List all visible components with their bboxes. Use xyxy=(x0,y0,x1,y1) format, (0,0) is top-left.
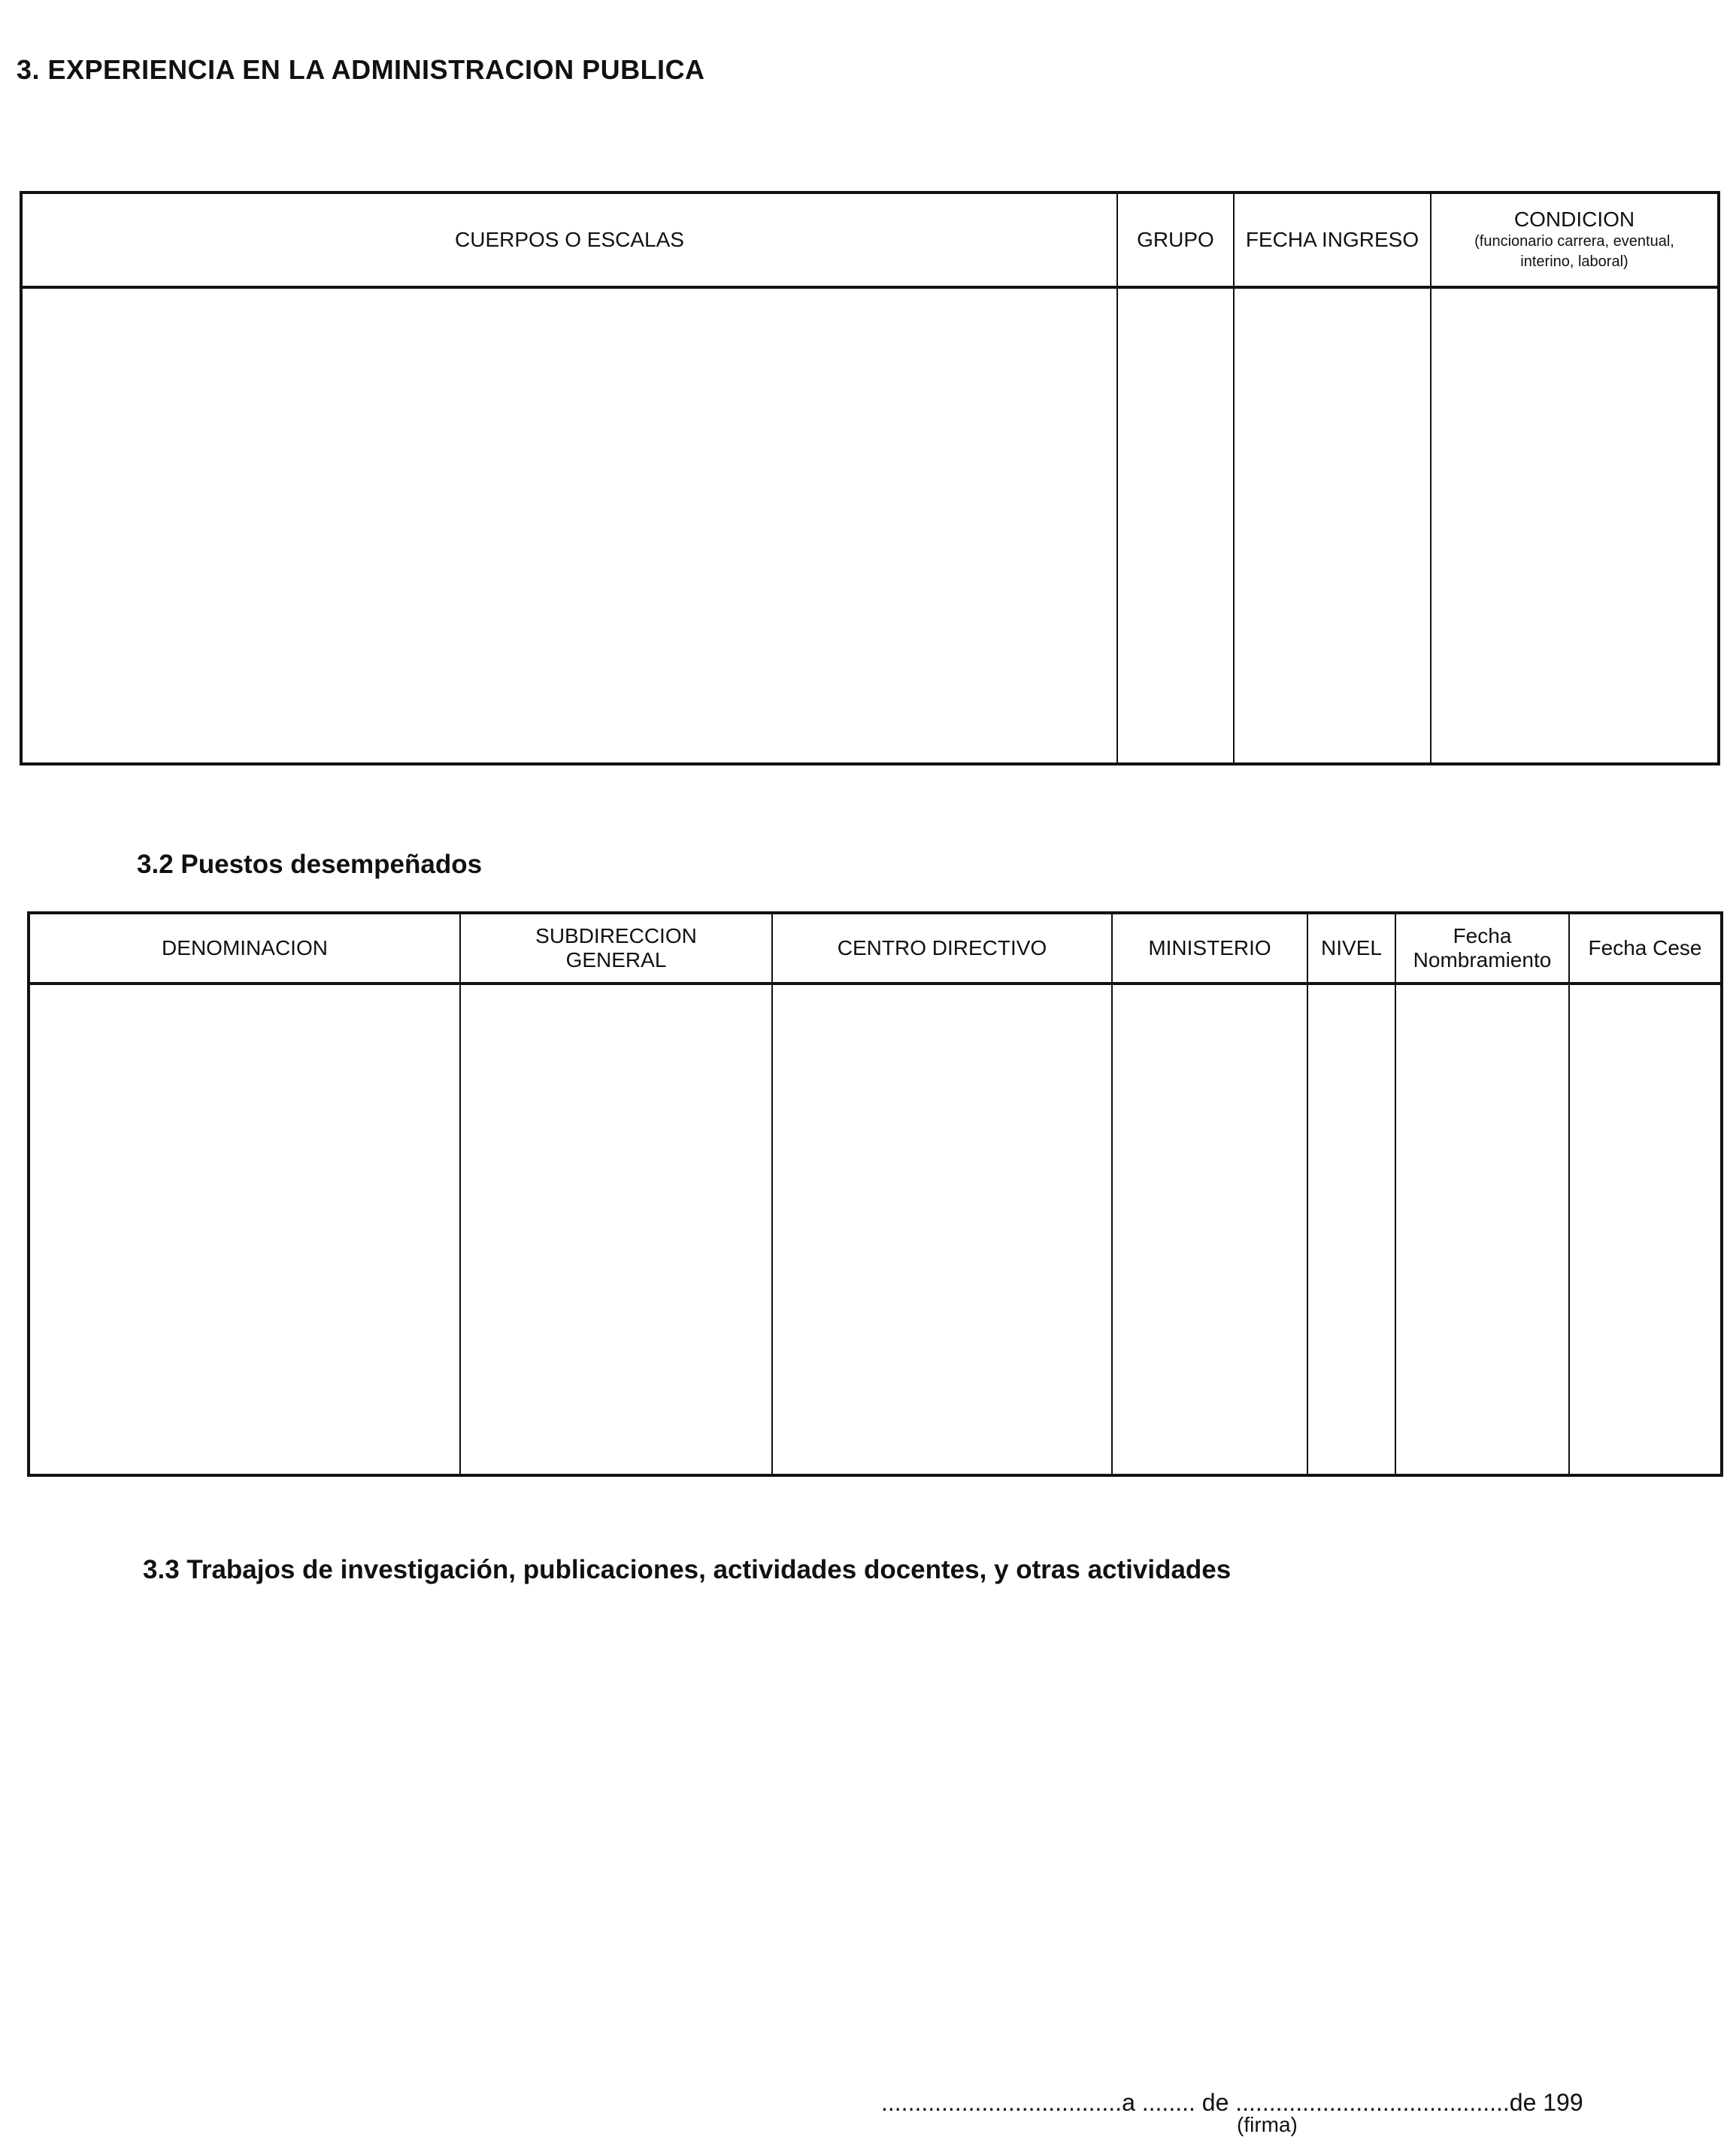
header-fecha-ingreso: FECHA INGRESO xyxy=(1234,192,1431,287)
place-date-line: ....................................a ........ de .........................................de 199 xyxy=(881,2089,1583,2116)
puestos-table xyxy=(27,911,1723,1477)
section-3-3-writing-area[interactable] xyxy=(143,1609,1707,2030)
fecha-ingreso-cell[interactable] xyxy=(1234,287,1431,764)
ministerio-cell[interactable] xyxy=(1112,984,1307,1475)
experiencia-header-row xyxy=(21,192,1719,287)
header-fecha-cese: Fecha Cese xyxy=(1569,913,1722,984)
subdireccion-line-2: GENERAL xyxy=(565,948,667,972)
section-3-2-title: 3.2 Puestos desempeñados xyxy=(137,850,483,879)
signature-caption: (firma) xyxy=(1237,2113,1298,2136)
fecha-nombramiento-line-2: Nombramiento xyxy=(1413,948,1552,972)
denominacion-cell[interactable] xyxy=(29,984,460,1475)
header-condicion xyxy=(1431,192,1719,287)
cuerpos-o-escalas-cell[interactable] xyxy=(21,287,1117,764)
puestos-entry-row xyxy=(29,984,1722,1475)
header-fecha-nombramiento xyxy=(1395,913,1569,984)
header-subdireccion-general xyxy=(460,913,772,984)
subdireccion-general-cell[interactable] xyxy=(460,984,772,1475)
grupo-cell[interactable] xyxy=(1117,287,1234,764)
experiencia-entry-row xyxy=(21,287,1719,764)
header-centro-directivo: CENTRO DIRECTIVO xyxy=(772,913,1112,984)
nivel-cell[interactable] xyxy=(1307,984,1395,1475)
condicion-label: CONDICION xyxy=(1513,207,1635,231)
section-3-title: 3. EXPERIENCIA EN LA ADMINISTRACION PUBLICA xyxy=(17,54,705,85)
puestos-header-row xyxy=(29,913,1722,984)
fecha-cese-cell[interactable] xyxy=(1569,984,1722,1475)
condicion-note-line-1: (funcionario carrera, eventual, xyxy=(1474,233,1674,250)
fecha-nombramiento-line-1: Fecha xyxy=(1453,923,1512,947)
header-denominacion: DENOMINACION xyxy=(29,913,460,984)
header-ministerio: MINISTERIO xyxy=(1112,913,1307,984)
header-grupo: GRUPO xyxy=(1117,192,1234,287)
header-cuerpos-o-escalas: CUERPOS O ESCALAS xyxy=(21,192,1117,287)
fecha-nombramiento-cell[interactable] xyxy=(1395,984,1569,1475)
condicion-note-line-2: interino, laboral) xyxy=(1520,253,1628,271)
condicion-cell[interactable] xyxy=(1431,287,1719,764)
subdireccion-line-1: SUBDIRECCION xyxy=(535,923,697,947)
centro-directivo-cell[interactable] xyxy=(772,984,1112,1475)
section-3-3-title: 3.3 Trabajos de investigación, publicaciones, actividades docentes, y otras actividades xyxy=(143,1555,1232,1584)
experiencia-table xyxy=(20,191,1720,765)
header-nivel: NIVEL xyxy=(1307,913,1395,984)
